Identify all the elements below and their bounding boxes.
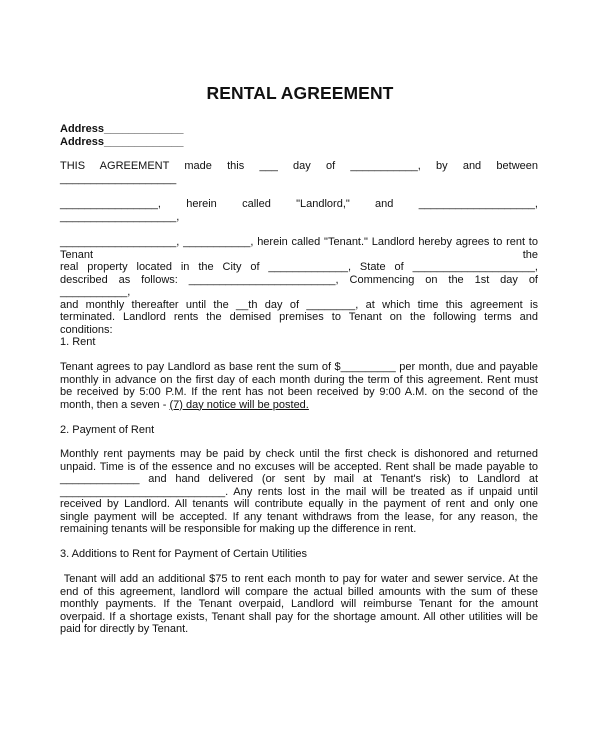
section-1-line: monthly in advance on the first day of each month during the term of this agreement. Rent must <box>60 373 538 386</box>
section-2-heading: 2. Payment of Rent <box>60 424 155 436</box>
section-3-line: paid for directly by Tenant. <box>60 623 189 635</box>
notice-underlined-text: (7) day notice will be posted. <box>169 398 309 411</box>
intro-line: conditions: <box>60 323 113 336</box>
address-line-1: Address_____________ <box>60 123 184 135</box>
intro-line: described as follows: ________________________, Commencing on the 1st day of ___________, <box>60 273 538 298</box>
section-1-line: be received by 5:00 P.M. If the rent has not been received by 9:00 A.M. on the second of the <box>60 386 538 398</box>
intro-paragraph <box>60 160 538 185</box>
document-title: RENTAL AGREEMENT <box>206 83 394 103</box>
section-3-body <box>60 573 538 636</box>
section-1-last-line-prefix: month, then a seven - <box>60 398 170 411</box>
intro-line: terminated. Landlord rents the demised premises to Tenant on the following terms and <box>60 311 538 323</box>
section-2-line: received by Landlord. All tenants will contribute equally in the payment of rent and only one <box>60 498 538 510</box>
intro-line: THIS AGREEMENT made this ___ day of ___________, by and between <box>60 160 538 172</box>
intro-line: ___________________ <box>60 172 177 185</box>
section-2-line: remaining tenants will be responsible for making up the difference in rent. <box>60 523 417 535</box>
intro-paragraph-tenant <box>60 236 538 336</box>
section-2-line: ___________________________. Any rents lost in the mail will be treated as if unpaid until <box>60 485 538 498</box>
section-2-body <box>60 448 538 536</box>
section-2-line: unpaid. Time is of the essence and no excuses will be accepted. Rent shall be made payable to <box>60 460 538 473</box>
section-1-line: Tenant agrees to pay Landlord as base rent the sum of $_________ per month, due and payable <box>60 361 538 373</box>
section-1-heading: 1. Rent <box>60 336 96 348</box>
intro-paragraph-landlord <box>60 198 538 223</box>
section-1-body <box>60 361 538 411</box>
intro-line: and monthly thereafter until the __th day of ________, at which time this agreement is <box>60 298 538 311</box>
section-3-line: Tenant will add an additional $75 to rent each month to pay for water and sewer service. At the <box>60 573 538 585</box>
section-3-heading: 3. Additions to Rent for Payment of Certain Utilities <box>60 548 308 560</box>
section-2-line: _____________ and hand delivered (or sent by mail at Tenant's risk) to Landlord at <box>60 473 538 485</box>
intro-line: ___________________, <box>60 210 180 223</box>
section-3-line: overpaid. If a shortage exists, Tenant shall pay for the shortage amount. All other utilities will be <box>60 610 538 623</box>
section-2-line: single payment will be accepted. If any tenant withdraws from the lease, for any reason, the <box>60 510 538 523</box>
intro-line: ________________, herein called "Landlord," and ___________________, <box>60 198 538 210</box>
section-3-line: end of this agreement, landlord will compare the actual billed amounts with the sum of these <box>60 585 538 598</box>
section-2-line: Monthly rent payments may be paid by check until the first check is dishonored and returned <box>60 448 538 460</box>
section-1-last-line <box>60 399 538 412</box>
section-3-line: monthly payments. If the Tenant overpaid, Landlord will reimburse Tenant for the amount <box>60 598 538 610</box>
intro-line: real property located in the City of _____________, State of ____________________, <box>60 261 538 273</box>
address-line-2: Address_____________ <box>60 136 184 148</box>
intro-line: ___________________, ___________, herein called "Tenant." Landlord hereby agrees to rent to Tenant the <box>60 236 538 261</box>
